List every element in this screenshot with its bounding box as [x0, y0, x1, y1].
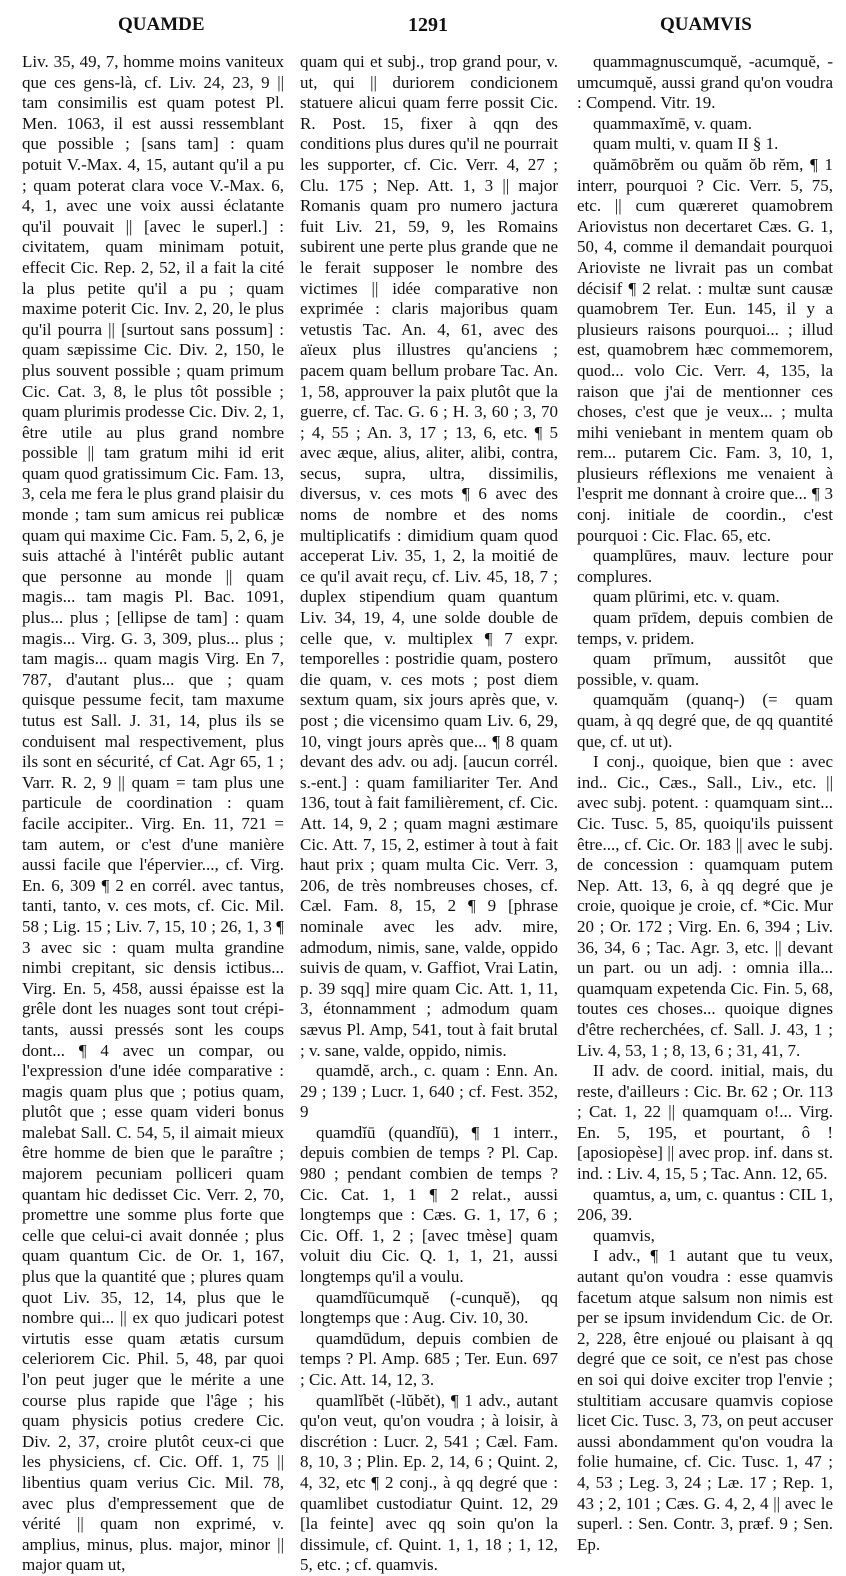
dictionary-entry: quam multi, v. quam II § 1.: [593, 134, 779, 154]
page-header: [0, 14, 846, 44]
dictionary-entry: quam qui et subj., trop grand pour, v. ut, qui || duriorem condicionem statuere alicui quam ferre possit Cic. R. Post. 15, fixer à qqn des conditions plus dures qu'il ne pourrait les supporter, cf. Cic. Verr. 4, 27 ; Clu. 175 ; Nep. Att. 1, 3 || major Romanis quam pro numero jactura fuit Liv. 21, 59, 9, les Romains subirent une perte plus grande que ne le ferait supposer le nombre des victimes || idée comparative non exprimée : claris majoribus quam vetustis Tac. An. 4, 61, avec des aïeux plus illustres qu'anciens ; pacem quam bellum probare Tac. An. 1, 58, approuver la paix plutôt que la guerre, cf. Tac. G. 6 ; H. 3, 60 ; 3, 70 ; 4, 55 ; An. 3, 17 ; 13, 6, etc. ¶ 5 avec æque, alius, aliter, alibi, contra, secus, supra, ultra, dissimilis, diversus, v. ces mots ¶ 6 avec des noms de nombre et des noms multiplicatifs : dimidium quam quod acceperat Liv. 35, 1, 2, la moitié de ce qu'il avait reçu, cf. Liv. 45, 18, 7 ; duplex stipendium quam quantum Liv. 34, 19, 4, une solde double de celle que, v. multiplex ¶ 7 expr. temporelles : postridie quam, postero die quam, v. ces mots ; post diem sextum quam, six jours après que, v. post ; die vicensimo quam Liv. 6, 29, 10, vingt jours après que... ¶ 8 quam devant des adv. ou adj. [aucun corrél. s.-ent.] : quam familiariter Ter. And 136, tout à fait familièrement, cf. Cic. Att. 14, 9, 2 ; quam magni æstimare Cic. Att. 7, 15, 2, estimer à tout à fait haut prix ; quam multa Cic. Verr. 3, 206, de très nombreuses choses, cf. Cæl. Fam. 8, 15, 2 ¶ 9 [phrase nominale avec les adv. mire, admodum, nimis, sane, valde, oppido suivis de quam, v. Gaffiot, Vrai Latin, p. 39 sqq] mire quam Cic. Att. 1, 11, 3, étonnamment ; admodum quam sævus Pl. Amp, 541, tout à fait brutal ; v. sane, valde, oppido, nimis.: [300, 52, 558, 1060]
dictionary-entry: I adv., ¶ 1 autant que tu veux, autant qu'on voudra : esse quamvis facetum atque salsum non nimis est per se ipsum invidendum Cic. de Or. 2, 228, être enjoué ou plaisant à qq degré que ce soit, ce n'est pas chose en soi qui doive exciter trop l'envie ; stultitiam accusare quamvis copiose licet Cic. Tusc. 3, 73, on peut accuser aussi abondamment qu'on voudra la folie humaine, cf. Cic. Tusc. 1, 47 ; 4, 53 ; Leg. 3, 24 ; Læ. 17 ; Rep. 1, 43 ; 2, 101 ; Cæs. G. 4, 2, 4 || avec le superl. : Sen. Contr. 3, præf. 9 ; Sen. Ep.: [577, 1246, 833, 1554]
dictionary-entry: Liv. 35, 49, 7, homme moins vaniteux que ces gens-là, cf. Liv. 24, 23, 9 || tam consimilis est quam potest Pl. Men. 1063, il est aussi ressemblant que possible ; [sans tam] : quam potuit V.-Max. 4, 15, autant qu'il a pu ; quam poterat clara voce V.-Max. 6, 4, 1, avec une voix aussi éclatante qu'il pouvait || [avec le superl.] : civitatem, quam minimam potuit, effecit Cic. Rep. 2, 52, il a fait la cité la plus petite qu'il a pu ; quam maxime poterit Cic. Inv. 2, 20, le plus qu'il pourra || [surtout sans possum] : quam sæpissime Cic. Div. 2, 150, le plus souvent possible ; quam primum Cic. Cat. 3, 8, le plus tôt possible ; quam plurimis prodesse Cic. Div. 2, 1, être utile au plus grand nombre possible || tam gratum mihi id erit quam quod gratissimum Cic. Fam. 13, 3, cela me fera le plus grand plaisir du monde ; tam sum amicus rei publicæ quam qui maxime Cic. Fam. 5, 2, 6, je suis attaché à l'intérêt public autant que personne au monde || quam magis... tam magis Pl. Bac. 1091, plus... plus ; [ellipse de tam] : quam magis... Virg. G. 3, 309, plus... plus ; tam magis... quam magis Virg. En 7, 787, d'autant plus... que ; quam quisque pessume fecit, tam maxume tutus est Sall. J. 31, 14, plus ils se conduisent mal respectivement, plus ils sont en sécurité, cf Cat. Agr 65, 1 ; Varr. R. 2, 9 || quam = tam plus une particule de coordination : quam facile accipiter.. Virg. En. 11, 721 = tam autem, or c'est d'une manière aussi facile que l'épervier..., cf. Virg. En. 6, 309 ¶ 2 en corrél. avec tantus, tanti, tanto, v. ces mots, cf. Cic. Mil. 58 ; Lig. 15 ; Liv. 7, 15, 10 ; 26, 1, 3 ¶ 3 avec sic : quam multa grandine nimbi crepitant, sic densis ictibus... Virg. En. 5, 458, aussi épaisse est la grêle dont les nuages sont tout crépitants, aussi pressés sont les coups dont... ¶ 4 avec un compar, ou l'expression d'une idée comparative : magis quam plus que ; potius quam, plutôt que ; esse quam videri bonus malebat Sall. C. 54, 5, il aimait mieux être homme de bien que le paraître ; majorem pecuniam polliceri quam quantam hic dedisset Cic. Verr. 2, 70, promettre une somme plus forte que celle que celui-ci avait donnée ; plus quam quantum Cic. de Or. 1, 167, plus que la quantité que ; plures quam quot Liv. 35, 12, 14, plus que le nombre qui... || ex quo judicari potest virtutis esse quam ætatis cursum celeriorem Cic. Phil. 5, 48, par quoi l'on peut juger que le mérite a une course plus rapide que l'âge ; his quam physicis potius credere Cic. Div. 2, 37, croire plutôt ceux-ci que les physiciens, cf. Cic. Off. 1, 75 || libentius quam verius Cic. Mil. 78, avec plus d'empressement que de vérité || quam non exprimé, v. amplius, minus, plus. major, minor || major quam ut,: [22, 52, 284, 1575]
dictionary-entry: quam prīmum, aussitôt que possible, v. quam.: [577, 649, 833, 689]
dictionary-entry: I conj., quoique, bien que : avec ind.. Cic., Cæs., Sall., Liv., etc. || avec subj. potent. : quamquam sint... Cic. Tusc. 5, 85, quoiqu'ils puissent être..., cf. Cic. Or. 183 || avec le subj. de concession : quamquam putem Nep. Att. 13, 6, à qq degré que je croie, quoique je croie, cf. *Cic. Mur 20 ; Or. 172 ; Virg. En. 6, 394 ; Liv. 36, 34, 6 ; Tac. Agr. 3, etc. || devant un part. ou un adj. : omnia illa... quamquam expetenda Cic. Fin. 5, 68, toutes ces choses... quoique dignes d'être recherchées, cf. Sall. J. 43, 1 ; Liv. 4, 53, 1 ; 8, 13, 6 ; 31, 41, 7.: [577, 752, 833, 1060]
dictionary-entry: II adv. de coord. initial, mais, du reste, d'ailleurs : Cic. Br. 62 ; Or. 113 ; Cat. 1, 22 || quamquam o!... Virg. En. 5, 195, et pourtant, ô ! [aposiopèse] || avec prop. inf. dans st. ind. : Liv. 4, 15, 5 ; Tac. Ann. 12, 65.: [577, 1061, 833, 1184]
dictionary-entry: quamdĭū (quandĭū), ¶ 1 interr., depuis combien de temps ? Pl. Cap. 980 ; pendant combien de temps ? Cic. Cat. 1, 1 ¶ 2 relat., aussi longtemps que : Cæs. G. 1, 17, 6 ; Cic. Off. 1, 2 ; [avec tmèse] quam voluit diu Cic. Q. 1, 1, 21, aussi longtemps qu'il a voulu.: [300, 1122, 558, 1287]
text-column-middle: [300, 52, 558, 1575]
dictionary-entry: quamvis,: [593, 1225, 655, 1245]
dictionary-entry: quammagnuscumquĕ, -acumquĕ, -umcumquĕ, aussi grand qu'on voudra : Compend. Vitr. 19.: [577, 52, 833, 113]
dictionary-entry: quam prīdem, depuis combien de temps, v. pridem.: [577, 608, 833, 648]
dictionary-entry: quămōbrĕm ou quăm ŏb rĕm, ¶ 1 interr, pourquoi ? Cic. Verr. 5, 75, etc. || cum quæreret quamobrem Ariovistus non decertaret Cæs. G. 1, 50, 4, comme il demandait pourquoi Arioviste ne livrait pas un combat décisif ¶ 2 relat. : multæ sunt causæ quamobrem Ter. Eun. 145, il y a plusieurs raisons pourquoi... ; illud est, quamobrem hæc commemorem, quod... volo Cic. Verr. 4, 135, la raison que j'ai de mentionner ces choses, c'est que je veux... ; multa mihi veniebant in mentem quam ob rem... putarem Cic. Fam. 3, 10, 1, plusieurs réflexions me venaient à l'esprit me donnant à croire que... ¶ 3 conj. initiale de coordin., c'est pourquoi : Cic. Flac. 65, etc.: [577, 154, 833, 545]
dictionary-entry: quamdĕ, arch., c. quam : Enn. An. 29 ; 139 ; Lucr. 1, 640 ; cf. Fest. 352, 9: [300, 1061, 558, 1122]
dictionary-entry: quamdĭūcumquĕ (-cunquĕ), qq longtemps que : Aug. Civ. 10, 30.: [300, 1287, 558, 1328]
dictionary-entry: quamlĭbĕt (-lŭbĕt), ¶ 1 adv., autant qu'on veut, qu'on voudra ; à loisir, à discrétion : Lucr. 2, 541 ; Cæl. Fam. 8, 10, 3 ; Plin. Ep. 2, 14, 6 ; Quint. 2, 4, 32, etc ¶ 2 conj., à qq degré que : quamlibet custodiatur Quint. 12, 29 [la feinte] avec qq soin qu'on la dissimule, cf. Quint. 1, 1, 18 ; 1, 12, 5, etc. ; cf. quamvis.: [300, 1390, 558, 1575]
running-head-right: QUAMVIS: [660, 14, 752, 35]
dictionary-entry: quamquăm (quanq-) (= quam quam, à qq degré que, de qq quantité que, cf. ut ut).: [577, 690, 833, 751]
page-number: 1291: [408, 14, 448, 36]
dictionary-entry: quammaxĭmē, v. quam.: [593, 113, 752, 133]
dictionary-entry: quamdūdum, depuis combien de temps ? Pl. Amp. 685 ; Ter. Eun. 697 ; Cic. Att. 14, 12, 3.: [300, 1328, 558, 1389]
dictionary-entry: quamtus, a, um, c. quantus : CIL 1, 206, 39.: [577, 1184, 833, 1225]
dictionary-entry: quam plūrimi, etc. v. quam.: [593, 587, 780, 607]
text-column-right: [577, 52, 833, 1554]
running-head-left: QUAMDE: [118, 14, 205, 35]
dictionary-entry: quamplūres, mauv. lecture pour complures.: [577, 546, 833, 586]
text-column-left: [22, 52, 284, 1575]
